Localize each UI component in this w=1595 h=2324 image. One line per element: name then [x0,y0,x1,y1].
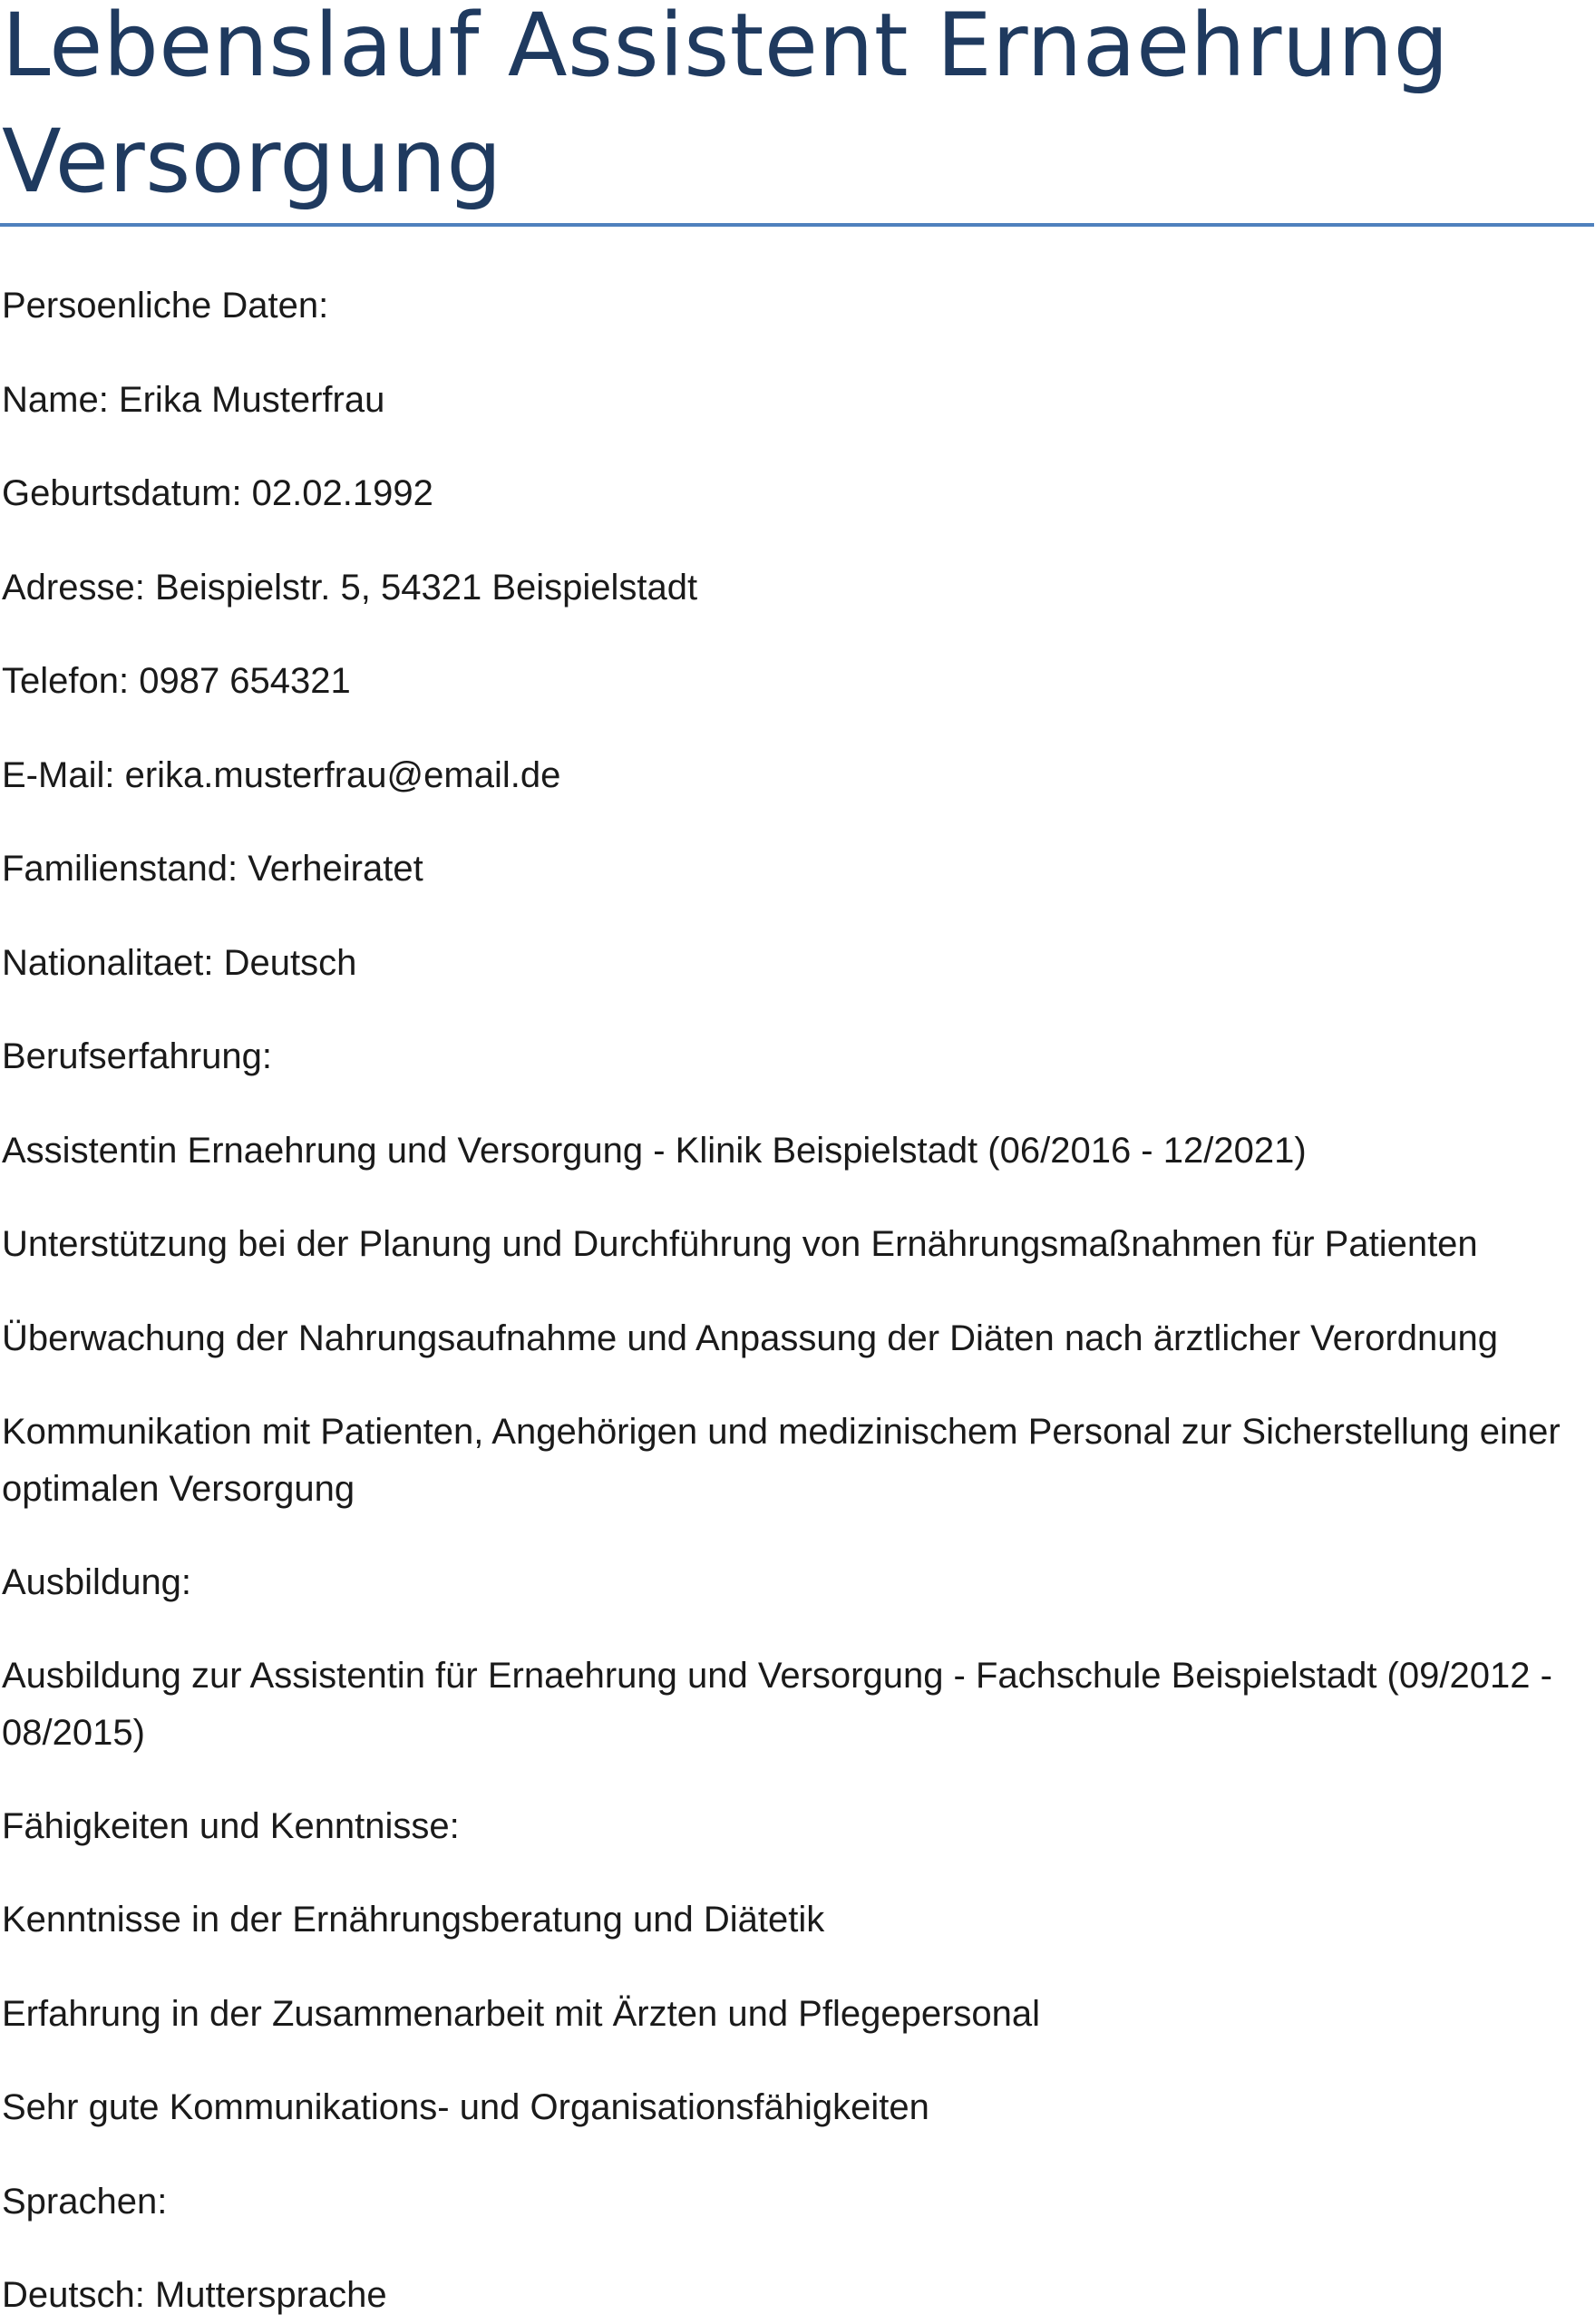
field-nationality: Nationalitaet: Deutsch [2,943,357,983]
field-address: Adresse: Beispielstr. 5, 54321 Beispielstadt [2,568,698,608]
field-phone: Telefon: 0987 654321 [2,661,351,701]
section-heading-education: Ausbildung: [2,1562,192,1602]
experience-position: Assistentin Ernaehrung und Versorgung - Klinik Beispielstadt (06/2016 - 12/2021) [2,1131,1307,1171]
document-title: Lebenslauf Assistent Ernaehrung Versorgung [2,0,1450,212]
experience-task: Überwachung der Nahrungsaufnahme und Anpassung der Diäten nach ärztlicher Verordnung [2,1318,1498,1358]
skill-item: Erfahrung in der Zusammenarbeit mit Ärzten und Pflegepersonal [2,1994,1041,2034]
section-heading-personal: Persoenliche Daten: [2,286,329,326]
education-entry: Ausbildung zur Assistentin für Ernaehrung und Versorgung - Fachschule Beispielstadt (09/2012 - 08/2015) [2,1656,1552,1753]
field-birthdate: Geburtsdatum: 02.02.1992 [2,473,433,513]
skill-item: Sehr gute Kommunikations- und Organisationsfähigkeiten [2,2087,929,2127]
section-heading-experience: Berufserfahrung: [2,1036,272,1076]
language-item: Deutsch: Muttersprache [2,2275,387,2315]
field-name: Name: Erika Musterfrau [2,380,385,420]
section-heading-languages: Sprachen: [2,2182,168,2222]
skill-item: Kenntnisse in der Ernährungsberatung und Diätetik [2,1900,825,1940]
field-email: E-Mail: erika.musterfrau@email.de [2,755,561,795]
title-underline [0,223,1594,227]
section-heading-skills: Fähigkeiten und Kenntnisse: [2,1806,460,1846]
field-marital-status: Familienstand: Verheiratet [2,849,423,889]
experience-task: Kommunikation mit Patienten, Angehörigen und medizinischem Personal zur Sicherstellung einer optimalen Versorgung [2,1412,1561,1509]
experience-task: Unterstützung bei der Planung und Durchführung von Ernährungsmaßnahmen für Patienten [2,1224,1478,1264]
